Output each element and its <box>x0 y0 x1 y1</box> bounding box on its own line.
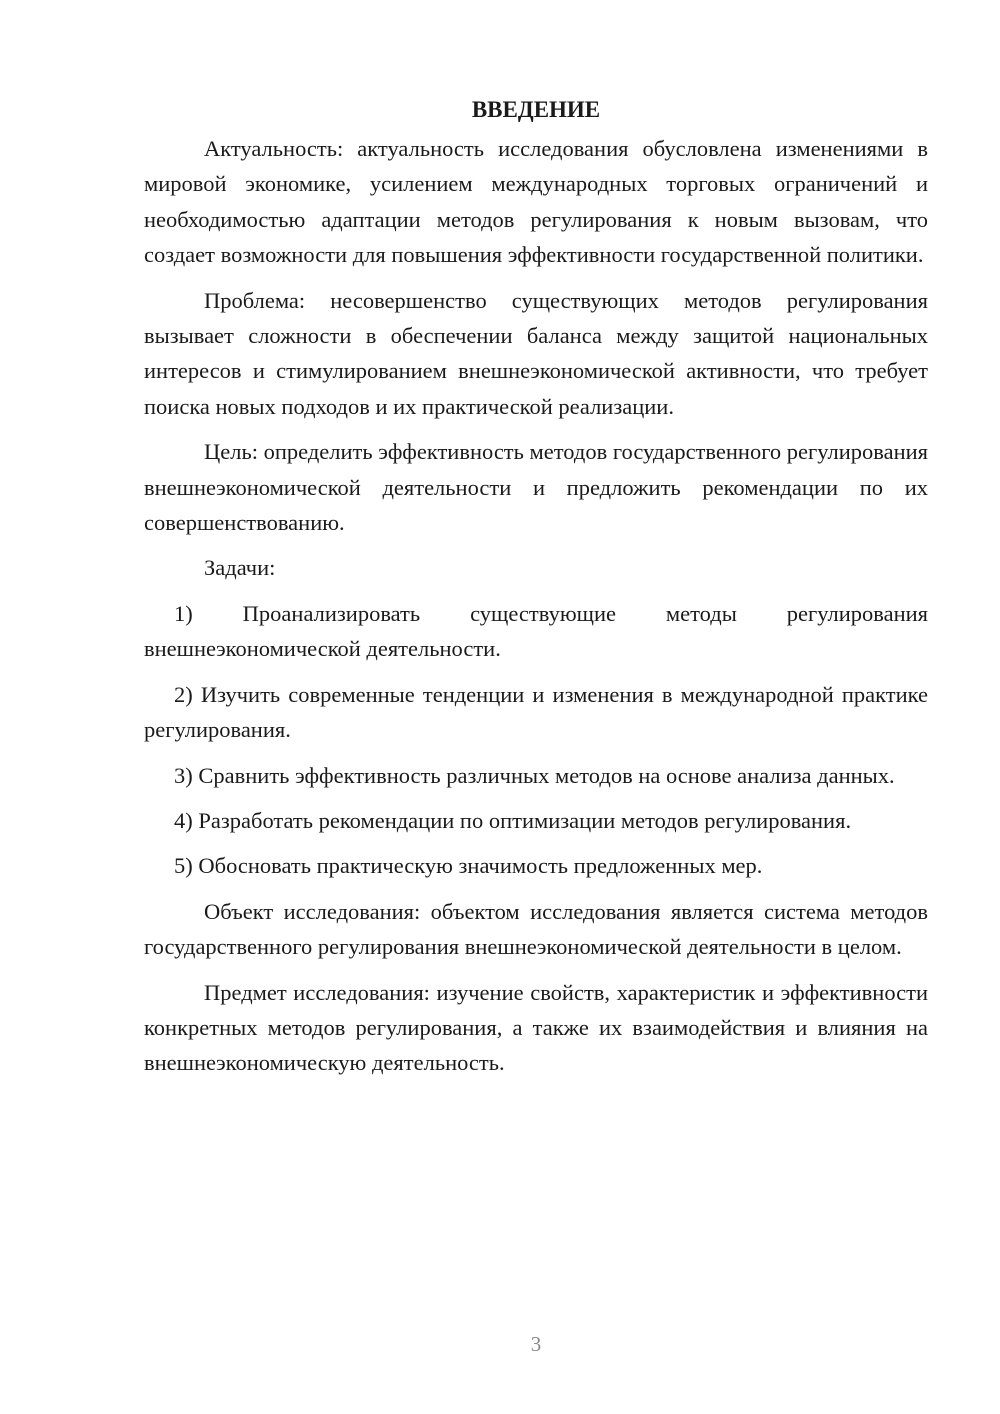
section-heading: ВВЕДЕНИЕ <box>471 97 601 122</box>
document-page <box>144 92 928 1091</box>
task-item-4: 4) Разработать рекомендации по оптимизации методов регулирования. <box>174 807 852 833</box>
paragraph-problem: Проблема: несовершенство существующих методов регулирования вызывает сложности в обеспечении баланса между защитой национальных интересов и стимулированием внешнеэкономической активности, что требует поиска новых подходов и их практической реализации. <box>144 287 928 419</box>
paragraph-object: Объект исследования: объектом исследования является система методов государственного регулирования внешнеэкономической деятельности в целом. <box>144 898 928 960</box>
task-item-1: 1) Проанализировать существующие методы регулирования внешнеэкономической деятельности. <box>144 600 928 662</box>
paragraph-goal: Цель: определить эффективность методов государственного регулирования внешнеэкономической деятельности и предложить рекомендации по их совершенствованию. <box>144 439 928 536</box>
paragraph-subject: Предмет исследования: изучение свойств, характеристик и эффективности конкретных методов регулирования, а также их взаимодействия и влияния на внешнеэкономическую деятельность. <box>144 979 928 1076</box>
paragraph-tasks-label: Задачи: <box>204 555 276 581</box>
task-item-3: 3) Сравнить эффективность различных методов на основе анализа данных. <box>174 762 895 788</box>
paragraph-relevance: Актуальность: актуальность исследования обусловлена изменениями в мировой экономике, усилением международных торговых ограничений и необходимостью адаптации методов регулирования к новым вызовам, что создает возможности для повышения эффективности государственной политики. <box>144 136 928 268</box>
page-number: 3 <box>530 1332 542 1356</box>
task-item-5: 5) Обосновать практическую значимость предложенных мер. <box>174 853 763 879</box>
task-item-2: 2) Изучить современные тенденции и изменения в международной практике регулирования. <box>144 681 928 743</box>
